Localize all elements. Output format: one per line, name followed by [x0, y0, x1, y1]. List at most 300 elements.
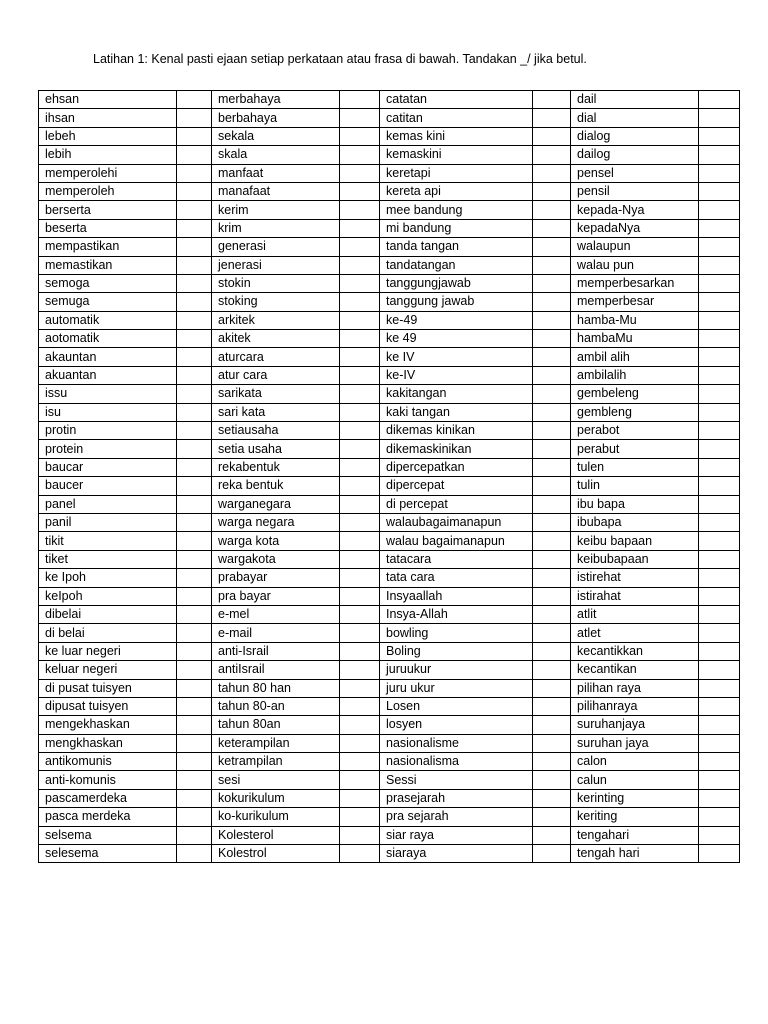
answer-checkbox-cell[interactable] — [177, 605, 212, 623]
word-cell: arkitek — [212, 311, 340, 329]
word-cell: Kolestrol — [212, 845, 340, 863]
answer-checkbox-cell[interactable] — [340, 679, 380, 697]
word-cell: panel — [39, 495, 177, 513]
answer-checkbox-cell[interactable] — [340, 458, 380, 476]
answer-checkbox-cell[interactable] — [699, 164, 740, 182]
word-cell: kokurikulum — [212, 789, 340, 807]
word-cell: tulin — [571, 477, 699, 495]
answer-checkbox-cell[interactable] — [340, 256, 380, 274]
answer-checkbox-cell[interactable] — [177, 385, 212, 403]
answer-checkbox-cell[interactable] — [699, 458, 740, 476]
answer-checkbox-cell[interactable] — [533, 330, 571, 348]
answer-checkbox-cell[interactable] — [533, 587, 571, 605]
answer-checkbox-cell[interactable] — [699, 808, 740, 826]
table-row — [39, 440, 740, 458]
answer-checkbox-cell[interactable] — [699, 293, 740, 311]
answer-checkbox-cell[interactable] — [699, 274, 740, 292]
answer-checkbox-cell[interactable] — [533, 146, 571, 164]
answer-checkbox-cell[interactable] — [177, 661, 212, 679]
answer-checkbox-cell[interactable] — [177, 532, 212, 550]
spelling-table — [38, 90, 740, 863]
word-cell: nasionalisme — [380, 734, 533, 752]
answer-checkbox-cell[interactable] — [340, 661, 380, 679]
answer-checkbox-cell[interactable] — [177, 789, 212, 807]
answer-checkbox-cell[interactable] — [340, 366, 380, 384]
answer-checkbox-cell[interactable] — [340, 845, 380, 863]
word-cell: aturcara — [212, 348, 340, 366]
word-cell: keibubapaan — [571, 550, 699, 568]
word-cell: hamba-Mu — [571, 311, 699, 329]
answer-checkbox-cell[interactable] — [340, 734, 380, 752]
table-row — [39, 256, 740, 274]
answer-checkbox-cell[interactable] — [699, 624, 740, 642]
answer-checkbox-cell[interactable] — [699, 697, 740, 715]
answer-checkbox-cell[interactable] — [533, 753, 571, 771]
answer-checkbox-cell[interactable] — [533, 734, 571, 752]
answer-checkbox-cell[interactable] — [699, 605, 740, 623]
answer-checkbox-cell[interactable] — [533, 569, 571, 587]
word-cell: beserta — [39, 219, 177, 237]
word-cell: ambil alih — [571, 348, 699, 366]
word-cell: warga kota — [212, 532, 340, 550]
answer-checkbox-cell[interactable] — [533, 422, 571, 440]
answer-checkbox-cell[interactable] — [177, 495, 212, 513]
answer-checkbox-cell[interactable] — [533, 127, 571, 145]
word-cell: issu — [39, 385, 177, 403]
answer-checkbox-cell[interactable] — [177, 256, 212, 274]
word-cell: tanggungjawab — [380, 274, 533, 292]
table-row — [39, 642, 740, 660]
answer-checkbox-cell[interactable] — [699, 513, 740, 531]
answer-checkbox-cell[interactable] — [340, 238, 380, 256]
word-cell: tahun 80an — [212, 716, 340, 734]
answer-checkbox-cell[interactable] — [177, 164, 212, 182]
word-cell: keIpoh — [39, 587, 177, 605]
answer-checkbox-cell[interactable] — [699, 385, 740, 403]
answer-checkbox-cell[interactable] — [699, 219, 740, 237]
answer-checkbox-cell[interactable] — [533, 182, 571, 200]
answer-checkbox-cell[interactable] — [699, 256, 740, 274]
answer-checkbox-cell[interactable] — [699, 403, 740, 421]
answer-checkbox-cell[interactable] — [177, 348, 212, 366]
answer-checkbox-cell[interactable] — [340, 789, 380, 807]
word-cell: manafaat — [212, 182, 340, 200]
answer-checkbox-cell[interactable] — [533, 293, 571, 311]
answer-checkbox-cell[interactable] — [177, 679, 212, 697]
answer-checkbox-cell[interactable] — [340, 513, 380, 531]
word-cell: kepada-Nya — [571, 201, 699, 219]
word-cell: sekala — [212, 127, 340, 145]
word-cell: Insyaallah — [380, 587, 533, 605]
answer-checkbox-cell[interactable] — [533, 458, 571, 476]
word-cell: keluar negeri — [39, 661, 177, 679]
answer-checkbox-cell[interactable] — [699, 311, 740, 329]
answer-checkbox-cell[interactable] — [533, 238, 571, 256]
word-cell: nasionalisma — [380, 753, 533, 771]
table-row — [39, 532, 740, 550]
word-cell: suruhanjaya — [571, 716, 699, 734]
word-cell: pensel — [571, 164, 699, 182]
table-row — [39, 293, 740, 311]
word-cell: walaupun — [571, 238, 699, 256]
answer-checkbox-cell[interactable] — [533, 624, 571, 642]
word-cell: pra bayar — [212, 587, 340, 605]
table-row — [39, 109, 740, 127]
answer-checkbox-cell[interactable] — [533, 661, 571, 679]
word-cell: calun — [571, 771, 699, 789]
answer-checkbox-cell[interactable] — [340, 164, 380, 182]
word-cell: Insya-Allah — [380, 605, 533, 623]
answer-checkbox-cell[interactable] — [533, 642, 571, 660]
answer-checkbox-cell[interactable] — [177, 569, 212, 587]
answer-checkbox-cell[interactable] — [177, 642, 212, 660]
answer-checkbox-cell[interactable] — [699, 201, 740, 219]
table-row — [39, 164, 740, 182]
answer-checkbox-cell[interactable] — [177, 845, 212, 863]
answer-checkbox-cell[interactable] — [340, 642, 380, 660]
answer-checkbox-cell[interactable] — [177, 697, 212, 715]
answer-checkbox-cell[interactable] — [340, 311, 380, 329]
word-cell: ko-kurikulum — [212, 808, 340, 826]
word-cell: mengekhaskan — [39, 716, 177, 734]
answer-checkbox-cell[interactable] — [533, 109, 571, 127]
answer-checkbox-cell[interactable] — [340, 477, 380, 495]
word-cell: keterampilan — [212, 734, 340, 752]
answer-checkbox-cell[interactable] — [533, 789, 571, 807]
answer-checkbox-cell[interactable] — [699, 642, 740, 660]
answer-checkbox-cell[interactable] — [533, 808, 571, 826]
answer-checkbox-cell[interactable] — [340, 330, 380, 348]
word-cell: dikemaskinikan — [380, 440, 533, 458]
word-cell: tengahari — [571, 826, 699, 844]
answer-checkbox-cell[interactable] — [699, 587, 740, 605]
word-cell: prasejarah — [380, 789, 533, 807]
word-cell: stoking — [212, 293, 340, 311]
word-cell: kecantikkan — [571, 642, 699, 660]
answer-checkbox-cell[interactable] — [177, 550, 212, 568]
answer-checkbox-cell[interactable] — [533, 219, 571, 237]
answer-checkbox-cell[interactable] — [533, 403, 571, 421]
answer-checkbox-cell[interactable] — [177, 808, 212, 826]
answer-checkbox-cell[interactable] — [177, 127, 212, 145]
word-cell: e-mail — [212, 624, 340, 642]
answer-checkbox-cell[interactable] — [177, 201, 212, 219]
word-cell: tandatangan — [380, 256, 533, 274]
answer-checkbox-cell[interactable] — [340, 808, 380, 826]
word-cell: sari kata — [212, 403, 340, 421]
table-row — [39, 201, 740, 219]
table-row — [39, 495, 740, 513]
answer-checkbox-cell[interactable] — [699, 789, 740, 807]
word-cell: perabut — [571, 440, 699, 458]
answer-checkbox-cell[interactable] — [699, 109, 740, 127]
table-row — [39, 808, 740, 826]
answer-checkbox-cell[interactable] — [699, 550, 740, 568]
word-cell: warganegara — [212, 495, 340, 513]
answer-checkbox-cell[interactable] — [533, 495, 571, 513]
table-row — [39, 513, 740, 531]
answer-checkbox-cell[interactable] — [177, 403, 212, 421]
word-cell: gembleng — [571, 403, 699, 421]
answer-checkbox-cell[interactable] — [177, 734, 212, 752]
word-cell: tahun 80-an — [212, 697, 340, 715]
word-cell: stokin — [212, 274, 340, 292]
answer-checkbox-cell[interactable] — [699, 845, 740, 863]
word-cell: pilihan raya — [571, 679, 699, 697]
answer-checkbox-cell[interactable] — [177, 219, 212, 237]
word-cell: dailog — [571, 146, 699, 164]
answer-checkbox-cell[interactable] — [699, 440, 740, 458]
answer-checkbox-cell[interactable] — [177, 826, 212, 844]
answer-checkbox-cell[interactable] — [177, 293, 212, 311]
word-cell: walau pun — [571, 256, 699, 274]
answer-checkbox-cell[interactable] — [699, 532, 740, 550]
table-row — [39, 789, 740, 807]
word-cell: tanggung jawab — [380, 293, 533, 311]
answer-checkbox-cell[interactable] — [177, 458, 212, 476]
answer-checkbox-cell[interactable] — [533, 550, 571, 568]
answer-checkbox-cell[interactable] — [533, 477, 571, 495]
word-cell: jenerasi — [212, 256, 340, 274]
answer-checkbox-cell[interactable] — [533, 385, 571, 403]
word-cell: manfaat — [212, 164, 340, 182]
answer-checkbox-cell[interactable] — [533, 164, 571, 182]
word-cell: rekabentuk — [212, 458, 340, 476]
table-row — [39, 845, 740, 863]
answer-checkbox-cell[interactable] — [340, 605, 380, 623]
table-row — [39, 330, 740, 348]
answer-checkbox-cell[interactable] — [699, 826, 740, 844]
answer-checkbox-cell[interactable] — [699, 477, 740, 495]
word-cell: walau bagaimanapun — [380, 532, 533, 550]
answer-checkbox-cell[interactable] — [340, 219, 380, 237]
word-cell: semoga — [39, 274, 177, 292]
answer-checkbox-cell[interactable] — [340, 532, 380, 550]
word-cell: calon — [571, 753, 699, 771]
answer-checkbox-cell[interactable] — [340, 127, 380, 145]
word-cell: kecantikan — [571, 661, 699, 679]
answer-checkbox-cell[interactable] — [177, 624, 212, 642]
answer-checkbox-cell[interactable] — [533, 440, 571, 458]
answer-checkbox-cell[interactable] — [340, 348, 380, 366]
answer-checkbox-cell[interactable] — [177, 477, 212, 495]
word-cell: baucer — [39, 477, 177, 495]
answer-checkbox-cell[interactable] — [533, 845, 571, 863]
word-cell: ke Ipoh — [39, 569, 177, 587]
word-cell: kereta api — [380, 182, 533, 200]
word-cell: dibelai — [39, 605, 177, 623]
answer-checkbox-cell[interactable] — [699, 182, 740, 200]
word-cell: keibu bapaan — [571, 532, 699, 550]
word-cell: catitan — [380, 109, 533, 127]
answer-checkbox-cell[interactable] — [699, 734, 740, 752]
word-cell: prabayar — [212, 569, 340, 587]
answer-checkbox-cell[interactable] — [177, 182, 212, 200]
word-cell: dial — [571, 109, 699, 127]
answer-checkbox-cell[interactable] — [699, 422, 740, 440]
table-row — [39, 679, 740, 697]
answer-checkbox-cell[interactable] — [699, 330, 740, 348]
word-cell: juruukur — [380, 661, 533, 679]
answer-checkbox-cell[interactable] — [177, 109, 212, 127]
answer-checkbox-cell[interactable] — [340, 182, 380, 200]
answer-checkbox-cell[interactable] — [699, 238, 740, 256]
answer-checkbox-cell[interactable] — [533, 716, 571, 734]
answer-checkbox-cell[interactable] — [340, 109, 380, 127]
answer-checkbox-cell[interactable] — [533, 366, 571, 384]
table-row — [39, 91, 740, 109]
word-cell: automatik — [39, 311, 177, 329]
table-row — [39, 587, 740, 605]
answer-checkbox-cell[interactable] — [340, 716, 380, 734]
word-cell: akitek — [212, 330, 340, 348]
word-cell: anti-Israil — [212, 642, 340, 660]
word-cell: mee bandung — [380, 201, 533, 219]
answer-checkbox-cell[interactable] — [699, 716, 740, 734]
answer-checkbox-cell[interactable] — [533, 348, 571, 366]
word-cell: atlet — [571, 624, 699, 642]
answer-checkbox-cell[interactable] — [533, 826, 571, 844]
table-row — [39, 348, 740, 366]
word-cell: ihsan — [39, 109, 177, 127]
word-cell: pascamerdeka — [39, 789, 177, 807]
answer-checkbox-cell[interactable] — [699, 495, 740, 513]
word-cell: kemas kini — [380, 127, 533, 145]
answer-checkbox-cell[interactable] — [533, 679, 571, 697]
word-cell: pasca merdeka — [39, 808, 177, 826]
answer-checkbox-cell[interactable] — [699, 771, 740, 789]
answer-checkbox-cell[interactable] — [177, 146, 212, 164]
answer-checkbox-cell[interactable] — [533, 274, 571, 292]
word-cell: keretapi — [380, 164, 533, 182]
answer-checkbox-cell[interactable] — [177, 91, 212, 109]
answer-checkbox-cell[interactable] — [699, 366, 740, 384]
answer-checkbox-cell[interactable] — [699, 91, 740, 109]
table-row — [39, 403, 740, 421]
word-cell: aotomatik — [39, 330, 177, 348]
answer-checkbox-cell[interactable] — [177, 238, 212, 256]
word-cell: ke IV — [380, 348, 533, 366]
answer-checkbox-cell[interactable] — [340, 569, 380, 587]
answer-checkbox-cell[interactable] — [699, 753, 740, 771]
word-cell: siaraya — [380, 845, 533, 863]
table-row — [39, 422, 740, 440]
answer-checkbox-cell[interactable] — [340, 385, 380, 403]
answer-checkbox-cell[interactable] — [177, 771, 212, 789]
word-cell: keriting — [571, 808, 699, 826]
answer-checkbox-cell[interactable] — [340, 587, 380, 605]
word-cell: isu — [39, 403, 177, 421]
word-cell: tikit — [39, 532, 177, 550]
table-row — [39, 385, 740, 403]
answer-checkbox-cell[interactable] — [699, 661, 740, 679]
answer-checkbox-cell[interactable] — [177, 716, 212, 734]
answer-checkbox-cell[interactable] — [533, 201, 571, 219]
word-cell: ketrampilan — [212, 753, 340, 771]
table-row — [39, 274, 740, 292]
word-cell: mi bandung — [380, 219, 533, 237]
answer-checkbox-cell[interactable] — [699, 146, 740, 164]
answer-checkbox-cell[interactable] — [340, 91, 380, 109]
word-cell: kaki tangan — [380, 403, 533, 421]
table-row — [39, 127, 740, 145]
answer-checkbox-cell[interactable] — [699, 348, 740, 366]
word-cell: mempastikan — [39, 238, 177, 256]
word-cell: anti-komunis — [39, 771, 177, 789]
answer-checkbox-cell[interactable] — [533, 513, 571, 531]
answer-checkbox-cell[interactable] — [533, 256, 571, 274]
answer-checkbox-cell[interactable] — [177, 513, 212, 531]
answer-checkbox-cell[interactable] — [340, 495, 380, 513]
answer-checkbox-cell[interactable] — [533, 605, 571, 623]
word-cell: setia usaha — [212, 440, 340, 458]
word-cell: mengkhaskan — [39, 734, 177, 752]
word-cell: selesema — [39, 845, 177, 863]
answer-checkbox-cell[interactable] — [177, 366, 212, 384]
word-cell: atlit — [571, 605, 699, 623]
answer-checkbox-cell[interactable] — [533, 771, 571, 789]
table-row — [39, 238, 740, 256]
word-cell: memperolehi — [39, 164, 177, 182]
answer-checkbox-cell[interactable] — [177, 274, 212, 292]
table-row — [39, 605, 740, 623]
answer-checkbox-cell[interactable] — [177, 753, 212, 771]
answer-checkbox-cell[interactable] — [533, 532, 571, 550]
table-row — [39, 550, 740, 568]
answer-checkbox-cell[interactable] — [533, 311, 571, 329]
answer-checkbox-cell[interactable] — [340, 201, 380, 219]
answer-checkbox-cell[interactable] — [340, 293, 380, 311]
answer-checkbox-cell[interactable] — [340, 771, 380, 789]
answer-checkbox-cell[interactable] — [340, 697, 380, 715]
answer-checkbox-cell[interactable] — [533, 697, 571, 715]
word-cell: tatacara — [380, 550, 533, 568]
answer-checkbox-cell[interactable] — [340, 146, 380, 164]
answer-checkbox-cell[interactable] — [177, 422, 212, 440]
answer-checkbox-cell[interactable] — [177, 587, 212, 605]
answer-checkbox-cell[interactable] — [340, 274, 380, 292]
answer-checkbox-cell[interactable] — [177, 311, 212, 329]
word-cell: selsema — [39, 826, 177, 844]
word-cell: dikemas kinikan — [380, 422, 533, 440]
word-cell: panil — [39, 513, 177, 531]
word-cell: juru ukur — [380, 679, 533, 697]
word-cell: akauntan — [39, 348, 177, 366]
answer-checkbox-cell[interactable] — [340, 403, 380, 421]
answer-checkbox-cell[interactable] — [340, 624, 380, 642]
word-cell: walaubagaimanapun — [380, 513, 533, 531]
word-cell: krim — [212, 219, 340, 237]
answer-checkbox-cell[interactable] — [340, 826, 380, 844]
word-cell: catatan — [380, 91, 533, 109]
answer-checkbox-cell[interactable] — [699, 127, 740, 145]
word-cell: ke 49 — [380, 330, 533, 348]
answer-checkbox-cell[interactable] — [340, 753, 380, 771]
answer-checkbox-cell[interactable] — [699, 679, 740, 697]
answer-checkbox-cell[interactable] — [177, 330, 212, 348]
exercise-instruction: Latihan 1: Kenal pasti ejaan setiap perkataan atau frasa di bawah. Tandakan _/ jika betul. — [93, 52, 587, 66]
word-cell: tanda tangan — [380, 238, 533, 256]
answer-checkbox-cell[interactable] — [177, 440, 212, 458]
answer-checkbox-cell[interactable] — [340, 422, 380, 440]
word-cell: losyen — [380, 716, 533, 734]
word-cell: tiket — [39, 550, 177, 568]
answer-checkbox-cell[interactable] — [533, 91, 571, 109]
answer-checkbox-cell[interactable] — [699, 569, 740, 587]
answer-checkbox-cell[interactable] — [340, 440, 380, 458]
word-cell: dipercepatkan — [380, 458, 533, 476]
answer-checkbox-cell[interactable] — [340, 550, 380, 568]
